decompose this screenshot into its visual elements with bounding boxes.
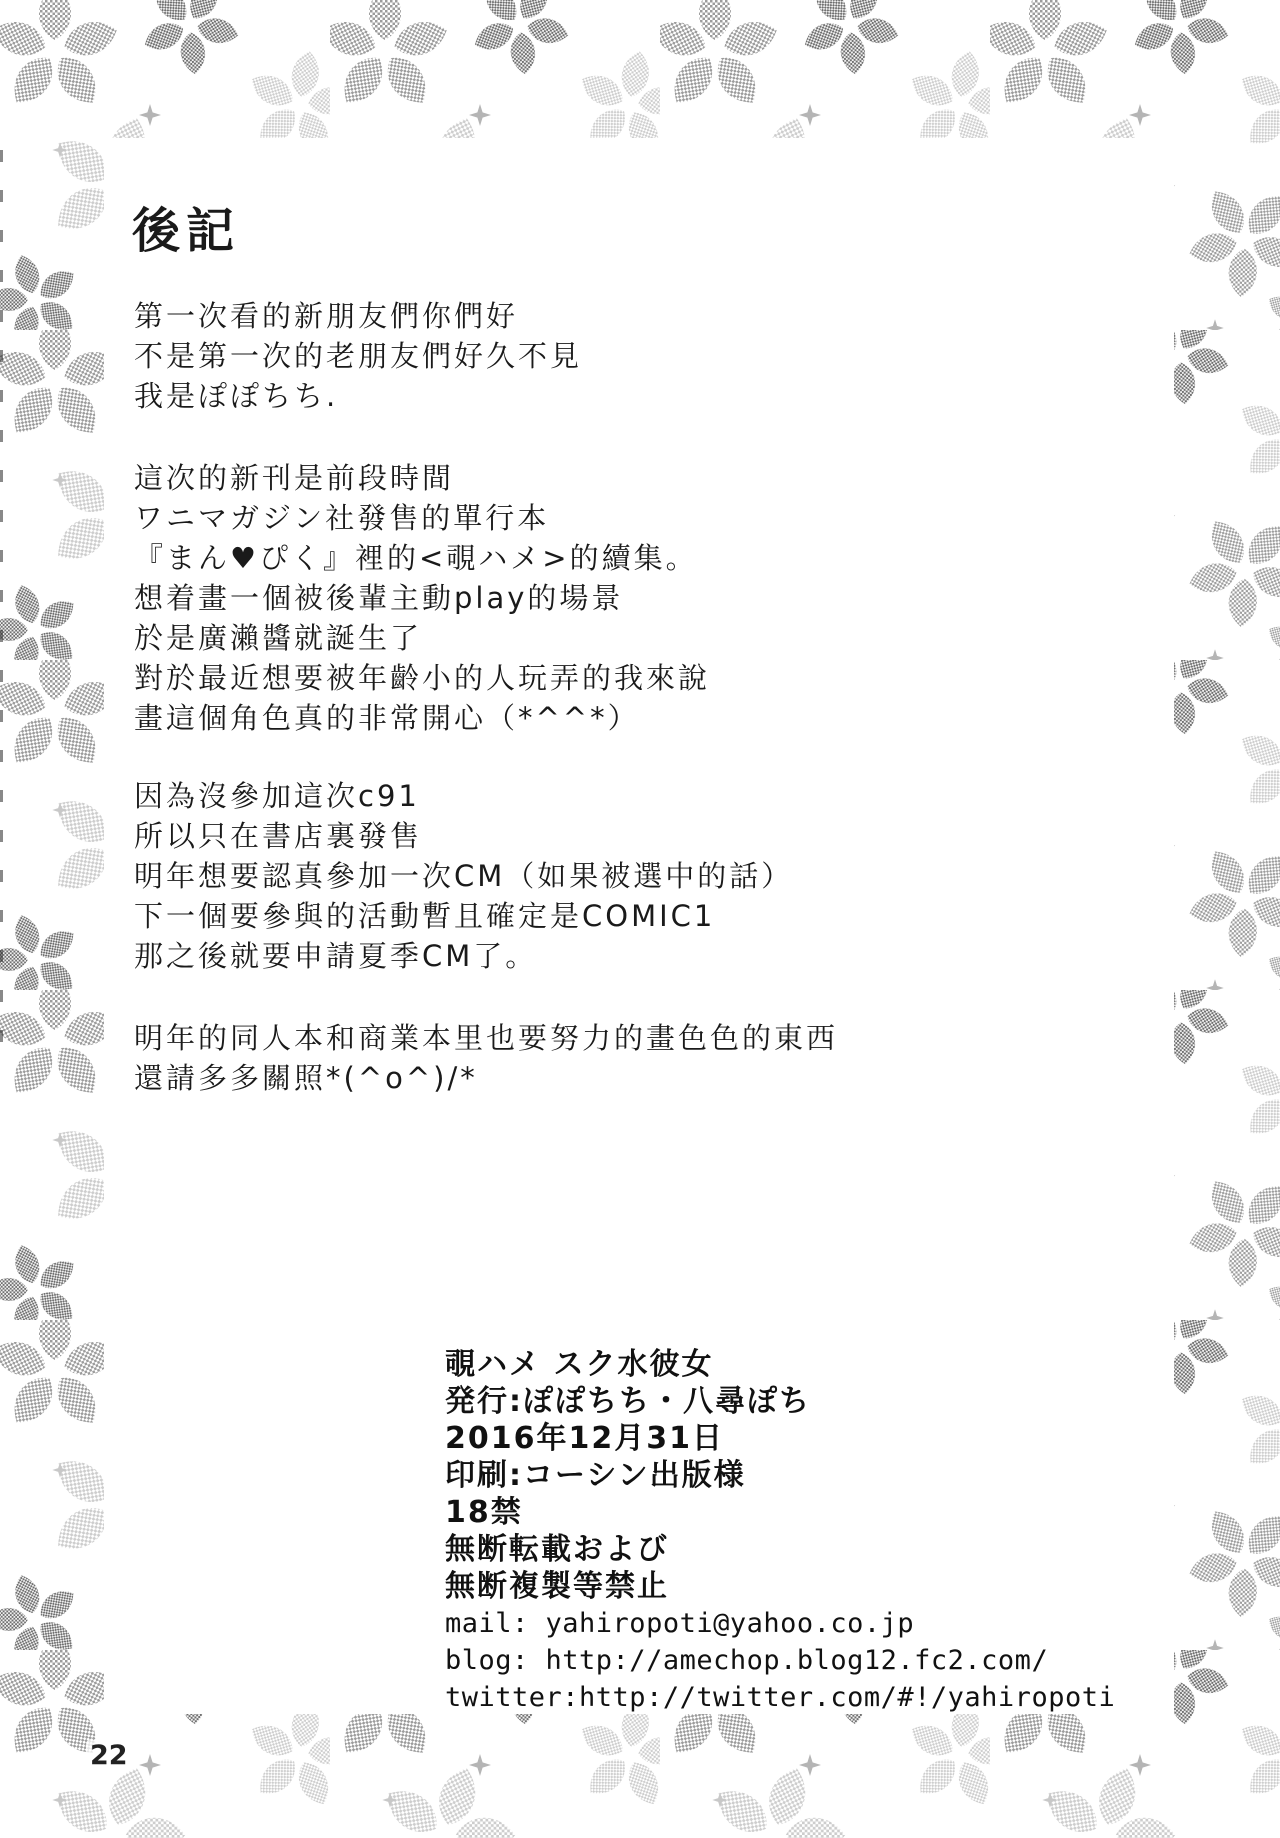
colophon-printer: 印刷:コーシン出版様	[445, 1458, 746, 1493]
afterword-line: 於是廣瀨醬就誕生了	[134, 621, 423, 655]
colophon-mail: mail: yahiropoti@yahoo.co.jp	[445, 1608, 915, 1639]
afterword-line: 因為沒參加這次c91	[134, 779, 420, 813]
colophon-date: 2016年12月31日	[445, 1421, 724, 1456]
afterword-events-paragraph	[134, 776, 793, 976]
afterword-book-intro-paragraph	[134, 458, 710, 738]
afterword-line: 這次的新刊是前段時間	[134, 461, 455, 495]
colophon-notice-line: 無断複製等禁止	[445, 1569, 669, 1604]
colophon-twitter-url: twitter:http://twitter.com/#!/yahiropoti	[445, 1682, 1116, 1713]
afterword-line: 想着畫一個被後輩主動play的場景	[134, 581, 624, 615]
afterword-line: 明年的同人本和商業本里也要努力的畫色色的東西	[134, 1021, 839, 1055]
afterword-line: 下一個要參與的活動暫且確定是COMIC1	[134, 899, 716, 933]
afterword-line: 第一次看的新朋友們你們好	[134, 299, 519, 333]
afterword-line: 還請多多關照*(^o^)/*	[134, 1061, 478, 1095]
afterword-closing-paragraph	[134, 1018, 838, 1098]
afterword-line: 所以只在書店裏發售	[134, 819, 423, 853]
colophon-block	[445, 1346, 1115, 1716]
page-number: 22	[86, 1740, 132, 1771]
afterword-line: ワニマガジン社發售的單行本	[134, 501, 550, 535]
afterword-line: 不是第一次的老朋友們好久不見	[134, 339, 583, 373]
colophon-notice-line: 無断転載および	[445, 1532, 669, 1567]
page-title: 後記	[132, 203, 241, 259]
colophon-book-title: 覗ハメ スク水彼女	[445, 1347, 714, 1382]
afterword-line: 明年想要認真參加一次CM（如果被選中的話）	[134, 859, 794, 893]
colophon-publisher: 発行:ぽぽちち・八尋ぽち	[445, 1384, 811, 1419]
afterword-line: 對於最近想要被年齡小的人玩弄的我來說	[134, 661, 711, 695]
afterword-greeting-paragraph	[134, 296, 582, 416]
afterword-line: 那之後就要申請夏季CM了。	[134, 939, 538, 973]
afterword-line: 我是ぽぽちち.	[134, 379, 339, 413]
afterword-line: 『まん♥ぴく』裡的<覗ハメ>的續集。	[134, 541, 698, 575]
colophon-age-rating: 18禁	[445, 1495, 523, 1530]
colophon-blog-url: blog: http://amechop.blog12.fc2.com/	[445, 1645, 1049, 1676]
afterword-line: 畫這個角色真的非常開心（*^^*）	[134, 701, 640, 735]
